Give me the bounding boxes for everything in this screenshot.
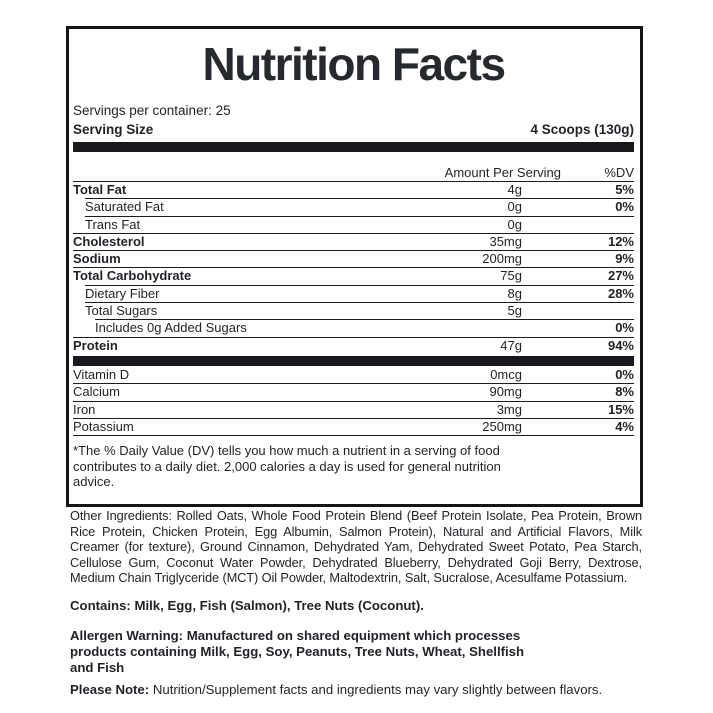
please-note-line	[70, 682, 642, 698]
nutrient-dv: 9%	[615, 251, 634, 267]
nutrient-row	[73, 366, 634, 383]
text-line: advice.	[73, 474, 115, 490]
nutrient-name: Trans Fat	[85, 216, 141, 232]
nutrient-row	[73, 216, 634, 233]
other-ingredients-paragraph: Other Ingredients: Rolled Oats, Whole Food Protein Blend (Beef Protein Isolate, Pea Protein, Brown Rice Protein, Chicken Protein, Egg Albumin, Salmon Protein), Natural and Artificial Flavors, Milk Creamer (for texture), Ground Cinnamon, Dehydrated Yam, Dehydrated Sweet Potato, Pea Starch, Cellulose Gum, Coconut Water Powder, Dehydrated Blueberry, Dehydrated Goji Berry, Dextrose, Medium Chain Triglyceride (MCT) Oil Powder, Maltodextrin, Salt, Sucralose, Acesulfame Potassium.	[70, 508, 642, 585]
nutrient-amount: 75g	[500, 268, 522, 284]
please-note-body: Nutrition/Supplement facts and ingredients may vary slightly between flavors.	[152, 681, 603, 697]
nutrient-amount: 35mg	[489, 233, 522, 249]
nutrient-amount: 0mcg	[490, 366, 522, 382]
text-line: and Fish	[70, 660, 125, 676]
text-line: products containing Milk, Egg, Soy, Peanuts, Tree Nuts, Wheat, Shellfish	[70, 643, 525, 659]
nutrient-amount: 250mg	[482, 418, 522, 434]
nutrition-facts-panel	[66, 26, 643, 507]
nutrient-row	[73, 267, 634, 284]
nutrient-name: Cholesterol	[73, 233, 145, 249]
nutrient-name: Calcium	[73, 384, 120, 400]
nutrient-name: Saturated Fat	[85, 199, 164, 215]
serving-size-row	[73, 121, 634, 138]
column-header-row	[73, 164, 634, 181]
nutrient-row	[73, 250, 634, 267]
supplement-info-section	[70, 508, 642, 698]
nutrient-dv: 5%	[615, 182, 634, 197]
nutrient-dv: 15%	[607, 401, 634, 417]
nutrient-name: Sodium	[73, 251, 121, 267]
nutrient-row	[73, 302, 634, 319]
servings-per-container: Servings per container: 25	[73, 103, 231, 118]
nutrient-name: Includes 0g Added Sugars	[95, 320, 247, 336]
nutrient-dv: 4%	[615, 418, 634, 434]
nutrient-dv: 0%	[615, 366, 634, 382]
daily-value-footnote	[73, 443, 634, 490]
amount-per-serving-header: Amount Per Serving	[444, 165, 561, 180]
nutrient-amount: 5g	[507, 303, 522, 319]
nutrient-name: Total Sugars	[85, 303, 158, 319]
nutrient-row	[73, 418, 634, 435]
nutrient-amount: 0g	[507, 199, 522, 215]
thick-divider-bar-middle	[73, 356, 634, 366]
nutrient-dv: 8%	[615, 384, 634, 400]
nutrient-amount: 90mg	[489, 384, 522, 400]
serving-size-value: 4 Scoops (130g)	[530, 122, 634, 137]
nutrient-dv: 0%	[615, 199, 634, 215]
nutrient-name: Iron	[73, 401, 96, 417]
nutrient-amount: 47g	[500, 337, 522, 353]
nutrient-row	[73, 337, 634, 354]
nutrient-dv: 94%	[607, 337, 634, 353]
nutrient-amount: 4g	[507, 182, 522, 197]
please-note-label: Please Note:	[70, 681, 150, 697]
text-line: *The % Daily Value (DV) tells you how much a nutrient in a serving of food	[73, 443, 500, 459]
nutrient-amount: 0g	[507, 216, 522, 232]
serving-size-label: Serving Size	[73, 122, 154, 137]
nutrient-row	[73, 383, 634, 400]
nutrient-name: Total Carbohydrate	[73, 268, 192, 284]
vitamin-mineral-rows	[73, 366, 634, 436]
nutrient-row	[73, 285, 634, 302]
nutrient-amount: 8g	[507, 285, 522, 301]
panel-title: Nutrition Facts	[202, 38, 505, 90]
nutrient-dv: 12%	[607, 233, 634, 249]
contains-statement: Contains: Milk, Egg, Fish (Salmon), Tree Nuts (Coconut).	[70, 597, 424, 613]
nutrient-name: Dietary Fiber	[85, 285, 160, 301]
nutrient-name: Protein	[73, 337, 118, 353]
nutrient-dv: 0%	[615, 320, 634, 336]
nutrient-row	[73, 401, 634, 418]
text-line: Allergen Warning: Manufactured on shared equipment which processes	[70, 627, 521, 643]
nutrient-dv: 27%	[607, 268, 634, 284]
nutrient-amount: 200mg	[482, 251, 522, 267]
nutrient-name: Vitamin D	[73, 366, 130, 382]
nutrient-row	[73, 181, 634, 198]
thick-divider-bar-top	[73, 142, 634, 152]
nutrient-name: Total Fat	[73, 182, 127, 197]
nutrient-rows	[73, 181, 634, 354]
nutrient-dv: 28%	[607, 285, 634, 301]
nutrient-row	[73, 319, 634, 336]
text-line: contributes to a daily diet. 2,000 calories a day is used for general nutrition	[73, 458, 501, 474]
percent-dv-header: %DV	[604, 165, 634, 180]
nutrient-row	[73, 233, 634, 250]
nutrient-row	[73, 198, 634, 215]
nutrient-amount: 3mg	[496, 401, 522, 417]
allergen-warning	[70, 628, 642, 677]
nutrient-name: Potassium	[73, 418, 134, 434]
